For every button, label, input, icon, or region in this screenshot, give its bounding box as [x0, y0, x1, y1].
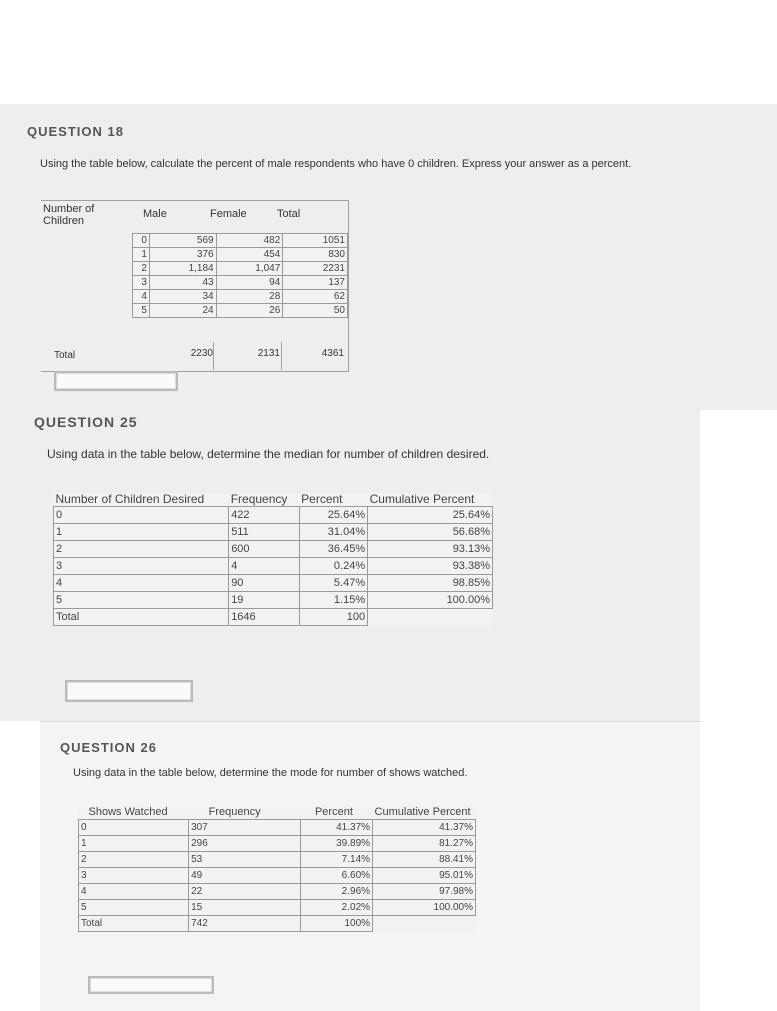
- cell-percent: 36.45%: [299, 541, 367, 558]
- cell-children: 1: [133, 248, 150, 262]
- q18-total-male: 2230: [190, 348, 213, 359]
- cell-total: 830: [283, 248, 348, 262]
- cell-total-cumulative: [368, 609, 493, 626]
- cell-percent: 2.96%: [301, 884, 373, 900]
- cell-female: 482: [216, 234, 283, 248]
- table-row: [133, 234, 348, 248]
- cell-label: 4: [54, 575, 229, 592]
- table-row: [54, 575, 493, 592]
- table-row-total: [54, 609, 493, 626]
- cell-frequency: 22: [189, 884, 301, 900]
- cell-frequency: 90: [229, 575, 299, 592]
- cell-total: 2231: [283, 262, 348, 276]
- cell-frequency: 4: [229, 558, 299, 575]
- cell-label: 0: [54, 507, 229, 524]
- q25-data-table: [53, 493, 493, 626]
- cell-label: 1: [54, 524, 229, 541]
- cell-label: 5: [79, 900, 189, 916]
- header-percent: Percent: [314, 806, 353, 818]
- cell-frequency: 53: [189, 852, 301, 868]
- cell-total-cumulative: [373, 916, 476, 932]
- header-cumulative-percent: Cumulative Percent: [369, 492, 475, 506]
- cell-percent: 39.89%: [301, 836, 373, 852]
- cell-total-label: Total: [79, 916, 189, 932]
- q18-total-total: 4361: [321, 348, 344, 359]
- q18-total-separators-2: [281, 342, 282, 370]
- table-row: [79, 884, 476, 900]
- cell-percent: 0.24%: [299, 558, 367, 575]
- q18-data-table: [132, 233, 348, 318]
- question-18-answer-input[interactable]: [54, 371, 178, 391]
- cell-label: 0: [79, 820, 189, 836]
- cell-percent: 2.02%: [301, 900, 373, 916]
- question-26-answer-input[interactable]: [88, 976, 214, 994]
- cell-children: 5: [133, 304, 150, 318]
- q18-total-label: Total: [54, 350, 76, 361]
- table-row: [79, 836, 476, 852]
- header-children-desired: Number of Children Desired: [55, 492, 205, 506]
- cell-total-percent: 100: [299, 609, 367, 626]
- cell-male: 43: [149, 276, 216, 290]
- cell-children: 3: [133, 276, 150, 290]
- header-frequency: Frequency: [230, 492, 288, 506]
- table-row-total: [79, 916, 476, 932]
- cell-male: 1,184: [149, 262, 216, 276]
- cell-label: 3: [54, 558, 229, 575]
- cell-male: 376: [149, 248, 216, 262]
- cell-percent: 6.60%: [301, 868, 373, 884]
- cell-cumulative: 93.13%: [368, 541, 493, 558]
- table-row: [133, 276, 348, 290]
- cell-children: 4: [133, 290, 150, 304]
- cell-cumulative: 97.98%: [373, 884, 476, 900]
- cell-total: 62: [283, 290, 348, 304]
- question-25-panel: [0, 410, 700, 721]
- table-row: [54, 524, 493, 541]
- cell-cumulative: 93.38%: [368, 558, 493, 575]
- cell-cumulative: 41.37%: [373, 820, 476, 836]
- table-row: [54, 507, 493, 524]
- cell-total: 1051: [283, 234, 348, 248]
- cell-percent: 7.14%: [301, 852, 373, 868]
- cell-male: 569: [149, 234, 216, 248]
- table-row: [79, 900, 476, 916]
- table-row: [79, 820, 476, 836]
- question-26-text: Using data in the table below, determine the mode for number of shows watched.: [73, 767, 468, 779]
- cell-cumulative: 88.41%: [373, 852, 476, 868]
- cell-total-label: Total: [54, 609, 229, 626]
- cell-cumulative: 100.00%: [368, 592, 493, 609]
- cell-total: 50: [283, 304, 348, 318]
- cell-total: 137: [283, 276, 348, 290]
- cell-total-frequency: 742: [189, 916, 301, 932]
- cell-frequency: 422: [229, 507, 299, 524]
- cell-cumulative: 98.85%: [368, 575, 493, 592]
- header-cumulative-percent: Cumulative Percent: [374, 806, 471, 818]
- cell-female: 454: [216, 248, 283, 262]
- question-25-title: QUESTION 25: [34, 414, 138, 430]
- cell-children: 2: [133, 262, 150, 276]
- question-18-panel: [0, 104, 777, 410]
- q18-total-female: 2131: [257, 348, 280, 359]
- header-shows-watched: Shows Watched: [88, 806, 168, 818]
- cell-percent: 31.04%: [299, 524, 367, 541]
- cell-frequency: 511: [229, 524, 299, 541]
- cell-frequency: 15: [189, 900, 301, 916]
- header-number-of-children: Number of Children: [43, 203, 95, 227]
- question-25-text: Using data in the table below, determine the median for number of children desired.: [47, 447, 490, 461]
- table-row: [54, 541, 493, 558]
- header-frequency: Frequency: [208, 806, 261, 818]
- cell-cumulative: 81.27%: [373, 836, 476, 852]
- cell-frequency: 307: [189, 820, 301, 836]
- header-female: Female: [210, 208, 247, 220]
- cell-percent: 41.37%: [301, 820, 373, 836]
- q26-data-table: [78, 806, 476, 932]
- cell-label: 4: [79, 884, 189, 900]
- cell-frequency: 600: [229, 541, 299, 558]
- cell-label: 1: [79, 836, 189, 852]
- cell-label: 2: [54, 541, 229, 558]
- cell-percent: 1.15%: [299, 592, 367, 609]
- cell-female: 1,047: [216, 262, 283, 276]
- table-row: [54, 558, 493, 575]
- cell-label: 5: [54, 592, 229, 609]
- cell-children: 0: [133, 234, 150, 248]
- q18-total-separators: [213, 342, 214, 370]
- cell-cumulative: 95.01%: [373, 868, 476, 884]
- header-male: Male: [143, 208, 167, 220]
- table-row: [54, 592, 493, 609]
- cell-frequency: 49: [189, 868, 301, 884]
- question-18-title: QUESTION 18: [27, 124, 124, 139]
- question-26-title: QUESTION 26: [60, 740, 157, 755]
- table-row: [133, 262, 348, 276]
- table-row: [133, 304, 348, 318]
- cell-female: 26: [216, 304, 283, 318]
- cell-total-frequency: 1646: [229, 609, 299, 626]
- cell-label: 3: [79, 868, 189, 884]
- question-18-text: Using the table below, calculate the percent of male respondents who have 0 children. Express your answer as a percent.: [40, 158, 632, 170]
- cell-cumulative: 56.68%: [368, 524, 493, 541]
- table-row: [133, 248, 348, 262]
- cell-percent: 25.64%: [299, 507, 367, 524]
- cell-female: 28: [216, 290, 283, 304]
- header-total: Total: [277, 208, 301, 220]
- table-row: [79, 868, 476, 884]
- cell-male: 24: [149, 304, 216, 318]
- question-26-panel: [40, 722, 700, 1011]
- cell-total-percent: 100%: [301, 916, 373, 932]
- cell-cumulative: 25.64%: [368, 507, 493, 524]
- cell-percent: 5.47%: [299, 575, 367, 592]
- table-row: [133, 290, 348, 304]
- cell-male: 34: [149, 290, 216, 304]
- question-25-answer-input[interactable]: [65, 680, 193, 702]
- cell-label: 2: [79, 852, 189, 868]
- cell-frequency: 296: [189, 836, 301, 852]
- cell-frequency: 19: [229, 592, 299, 609]
- header-percent: Percent: [301, 492, 343, 506]
- cell-female: 94: [216, 276, 283, 290]
- table-row: [79, 852, 476, 868]
- cell-cumulative: 100.00%: [373, 900, 476, 916]
